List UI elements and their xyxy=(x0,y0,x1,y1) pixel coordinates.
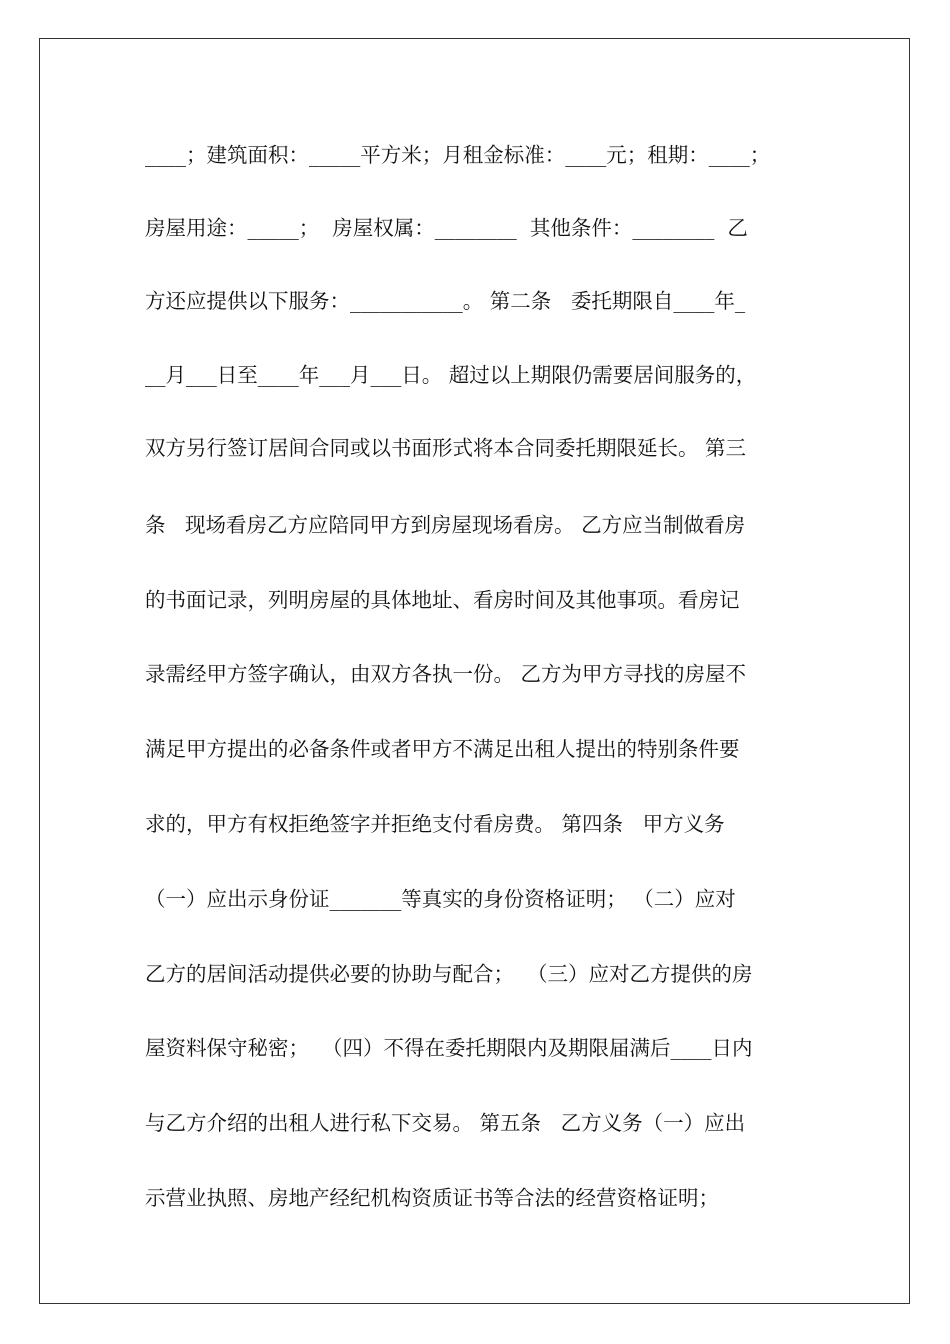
text-line: 求的，甲方有权拒绝签字并拒绝支付看房费。 第四条 甲方义务 xyxy=(145,812,725,836)
text-line: 示营业执照、房地产经纪机构资质证书等合法的经营资格证明； xyxy=(145,1186,719,1210)
text-line: 满足甲方提出的必备条件或者甲方不满足出租人提出的特别条件要 xyxy=(145,737,740,761)
text-line: ____；建筑面积：_____平方米；月租金标准：____元；租期：____； xyxy=(145,143,771,167)
text-line: 与乙方介绍的出租人进行私下交易。 第五条 乙方义务（一）应出 xyxy=(145,1111,746,1135)
text-line: 条 现场看房乙方应陪同甲方到房屋现场看房。 乙方应当制做看房 xyxy=(145,513,746,537)
text-line: 方还应提供以下服务：___________。 第二条 委托期限自____年_ xyxy=(145,289,746,313)
text-line: __月___日至____年___月___日。 超过以上期限仍需要居间服务的， xyxy=(145,363,757,387)
text-line: 屋资料保守秘密； （四）不得在委托期限内及期限届满后____日内 xyxy=(145,1036,753,1060)
text-line: 乙方的居间活动提供必要的协助与配合； （三）应对乙方提供的房 xyxy=(145,962,753,986)
text-line: 房屋用途：_____； 房屋权属：________ 其他条件：________ 乙 xyxy=(145,216,748,240)
text-line: 的书面记录，列明房屋的具体地址、看房时间及其他事项。看房记 xyxy=(145,588,740,612)
text-line: （一）应出示身份证_______等真实的身份资格证明； （二）应对 xyxy=(145,887,736,911)
text-line: 双方另行签订居间合同或以书面形式将本合同委托期限延长。 第三 xyxy=(145,436,747,460)
text-line: 录需经甲方签字确认，由双方各执一份。 乙方为甲方寻找的房屋不 xyxy=(145,662,747,686)
